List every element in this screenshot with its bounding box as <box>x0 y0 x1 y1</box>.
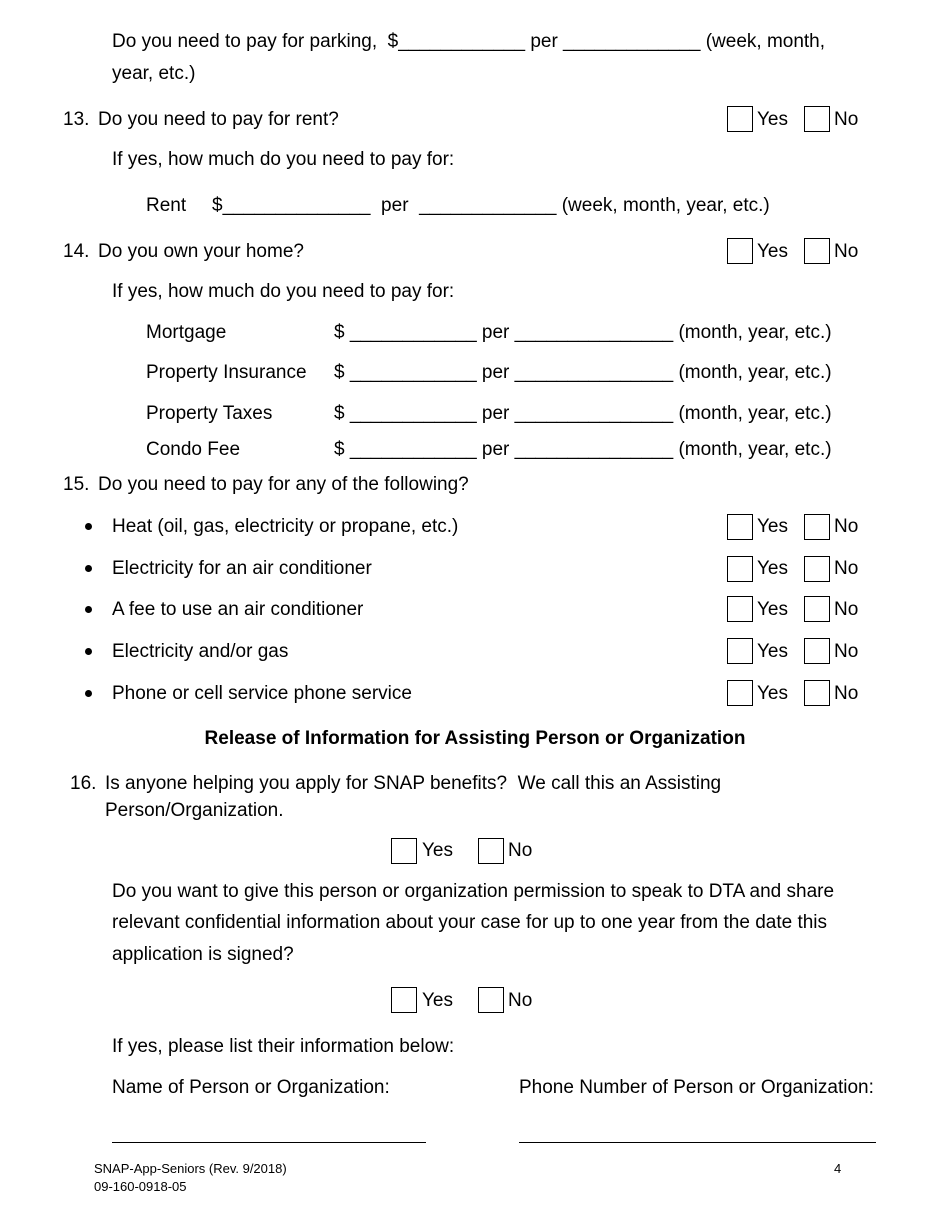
q15-heat-yes-label: Yes <box>757 516 788 537</box>
bullet-icon <box>85 606 92 613</box>
q15-ac-electricity-yes-checkbox[interactable] <box>727 556 753 582</box>
q15-question: Do you need to pay for any of the following? <box>98 474 469 495</box>
q14-no-label: No <box>834 241 859 262</box>
q15-electricity-gas-yes-label: Yes <box>757 641 788 662</box>
q15-phone-yes-label: Yes <box>757 683 788 704</box>
q14-followup: If yes, how much do you need to pay for: <box>112 281 455 302</box>
q13-number: 13. <box>63 109 90 130</box>
phone-label: Phone Number of Person or Organization: <box>519 1077 874 1098</box>
q16-no-checkbox[interactable] <box>478 838 504 864</box>
permission-yes-checkbox[interactable] <box>391 987 417 1013</box>
q13-yes-checkbox[interactable] <box>727 106 753 132</box>
q14-yes-label: Yes <box>757 241 788 262</box>
property-taxes-label: Property Taxes <box>146 403 273 424</box>
q14-number: 14. <box>63 241 90 262</box>
q15-item-heat: Heat (oil, gas, electricity or propane, etc.) <box>112 516 459 537</box>
q16-question-line1: Is anyone helping you apply for SNAP benefits? We call this an Assisting <box>105 773 722 794</box>
q13-question: Do you need to pay for rent? <box>98 109 339 130</box>
permission-no-label: No <box>508 990 533 1011</box>
bullet-icon <box>85 523 92 530</box>
q15-ac-electricity-yes-label: Yes <box>757 558 788 579</box>
q15-item-phone: Phone or cell service phone service <box>112 683 412 704</box>
list-prompt: If yes, please list their information below: <box>112 1036 455 1057</box>
permission-line1: Do you want to give this person or organization permission to speak to DTA and share <box>112 881 835 902</box>
q13-yes-label: Yes <box>757 109 788 130</box>
q15-ac-fee-no-label: No <box>834 599 859 620</box>
permission-line2: relevant confidential information about your case for up to one year from the date this <box>112 912 828 933</box>
q14-no-checkbox[interactable] <box>804 238 830 264</box>
q15-ac-electricity-no-checkbox[interactable] <box>804 556 830 582</box>
q15-ac-fee-yes-label: Yes <box>757 599 788 620</box>
release-heading: Release of Information for Assisting Person or Organization <box>204 728 746 749</box>
q15-item-ac-fee: A fee to use an air conditioner <box>112 599 364 620</box>
q16-number: 16. <box>70 773 97 794</box>
q15-ac-fee-no-checkbox[interactable] <box>804 596 830 622</box>
permission-line3: application is signed? <box>112 944 294 965</box>
q15-phone-yes-checkbox[interactable] <box>727 680 753 706</box>
property-insurance-amount-field[interactable]: $ ____________ per _______________ (month, year, etc.) <box>334 362 832 383</box>
name-input-line[interactable] <box>112 1142 426 1143</box>
mortgage-label: Mortgage <box>146 322 227 343</box>
q14-question: Do you own your home? <box>98 241 304 262</box>
q15-electricity-gas-no-label: No <box>834 641 859 662</box>
mortgage-amount-field[interactable]: $ ____________ per _______________ (month, year, etc.) <box>334 322 832 343</box>
q15-item-ac-electricity: Electricity for an air conditioner <box>112 558 372 579</box>
q14-yes-checkbox[interactable] <box>727 238 753 264</box>
q15-ac-electricity-no-label: No <box>834 558 859 579</box>
bullet-icon <box>85 565 92 572</box>
property-taxes-amount-field[interactable]: $ ____________ per _______________ (month, year, etc.) <box>334 403 832 424</box>
name-label: Name of Person or Organization: <box>112 1077 390 1098</box>
q13-no-checkbox[interactable] <box>804 106 830 132</box>
q16-yes-label: Yes <box>422 840 453 861</box>
q15-heat-no-checkbox[interactable] <box>804 514 830 540</box>
footer-form-number: 09-160-0918-05 <box>94 1179 187 1194</box>
footer-page-number: 4 <box>834 1161 842 1176</box>
q16-question-line2: Person/Organization. <box>105 800 284 821</box>
q15-number: 15. <box>63 474 90 495</box>
q15-phone-no-label: No <box>834 683 859 704</box>
q15-heat-yes-checkbox[interactable] <box>727 514 753 540</box>
q15-phone-no-checkbox[interactable] <box>804 680 830 706</box>
bullet-icon <box>85 690 92 697</box>
q16-yes-checkbox[interactable] <box>391 838 417 864</box>
q15-electricity-gas-yes-checkbox[interactable] <box>727 638 753 664</box>
q15-ac-fee-yes-checkbox[interactable] <box>727 596 753 622</box>
q15-electricity-gas-no-checkbox[interactable] <box>804 638 830 664</box>
condo-fee-label: Condo Fee <box>146 439 241 460</box>
rent-label: Rent <box>146 195 187 216</box>
permission-no-checkbox[interactable] <box>478 987 504 1013</box>
property-insurance-label: Property Insurance <box>146 362 307 383</box>
q16-no-label: No <box>508 840 533 861</box>
parking-question-line2: year, etc.) <box>112 63 196 84</box>
condo-fee-amount-field[interactable]: $ ____________ per _______________ (month, year, etc.) <box>334 439 832 460</box>
parking-question-line1: Do you need to pay for parking, $____________ per _____________ (week, month, <box>112 31 826 52</box>
q13-followup: If yes, how much do you need to pay for: <box>112 149 455 170</box>
q15-heat-no-label: No <box>834 516 859 537</box>
footer-form-id: SNAP-App-Seniors (Rev. 9/2018) <box>94 1161 287 1176</box>
phone-input-line[interactable] <box>519 1142 876 1143</box>
permission-yes-label: Yes <box>422 990 453 1011</box>
q13-no-label: No <box>834 109 859 130</box>
bullet-icon <box>85 648 92 655</box>
q15-item-electricity-gas: Electricity and/or gas <box>112 641 289 662</box>
rent-amount-field[interactable]: $______________ per _____________ (week, month, year, etc.) <box>212 195 770 216</box>
